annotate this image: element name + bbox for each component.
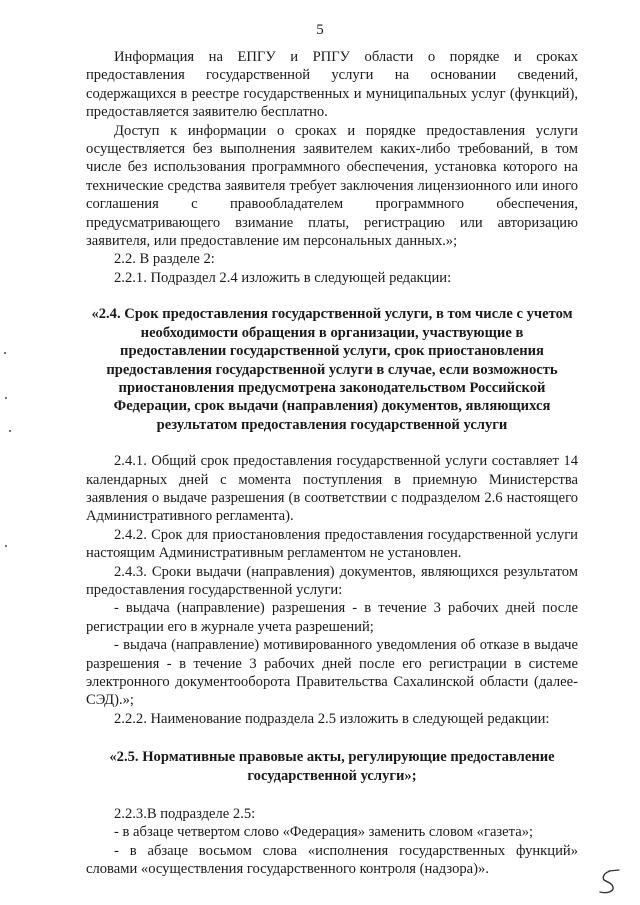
paragraph: 2.4.3. Сроки выдачи (направления) документов, являющихся результатом предоставления государственной услуги:: [86, 563, 578, 598]
paragraph: 2.4.2. Срок для приостановления предоставления государственной услуги настоящим Административным регламентом не установлен.: [86, 526, 578, 562]
document-body: [86, 48, 578, 879]
paragraph: 2.2.3.В подразделе 2.5:: [114, 806, 256, 823]
section-heading-2-4: «2.4. Срок предоставления государственной услуги, в том числе с учетом необходимости обращения в организации, участвующие в предоставлении государственной услуги, срок приостановления предоставления государственной услуги в случае, если возможность приостановления предусмотрена законодательством Российской Федерации, срок выдачи (направления) документов, являющихся результатом предоставления государственной услуги: [91, 306, 573, 433]
list-item: - в абзаце восьмом слова «исполнения государственных функций» словами «осуществления государственного контроля (надзора)».: [86, 842, 578, 878]
paragraph: 2.2.2. Наименование подраздела 2.5 изложить в следующей редакции:: [114, 710, 550, 727]
spacer: [86, 434, 578, 452]
list-item: - в абзаце четвертом слово «Федерация» заменить словом «газета»;: [114, 824, 534, 841]
spacer: [86, 287, 578, 305]
list-item: - выдача (направление) мотивированного уведомления об отказе в выдаче разрешения - в течение 3 рабочих дней после его регистрации в системе электронного документооборота Правительства Сахалинской области (далее-СЭД).»;: [86, 637, 578, 709]
paragraph: 2.2.1. Подраздел 2.4 изложить в следующей редакции:: [114, 269, 452, 286]
spacer: [86, 785, 578, 805]
spacer: [86, 728, 578, 748]
paragraph: Информация на ЕПГУ и РПГУ области о порядке и сроках предоставления государственной услуги на основании сведений, содержащихся в реестре государственных и муниципальных услуг (функций), предоставляется заявителю бесплатно.: [86, 49, 578, 121]
list-item: - выдача (направление) разрешения - в течение 3 рабочих дней после регистрации его в журнале учета разрешений;: [86, 600, 578, 635]
paragraph: 2.4.1. Общий срок предоставления государственной услуги составляет 14 календарных дней с момента поступления в приемную Министерства заявления о выдаче разрешения (в соответствии с подразделом 2.6 настоящего Административного регламента).: [86, 453, 578, 525]
page-number: 5: [316, 22, 324, 38]
paragraph: 2.2. В разделе 2:: [114, 251, 215, 268]
handwritten-mark-icon: [592, 869, 622, 895]
paragraph: Доступ к информации о сроках и порядке предоставления услуги осуществляется без выполнения заявителем каких-либо требований, в том числе без использования программного обеспечения, установка которого на технические средства заявителя требует заключения лицензионного или иного соглашения с правообладателем программного обеспечения, предусматривающего взимание платы, регистрацию или авторизацию заявителя, или предоставление им персональных данных.»;: [86, 122, 578, 250]
section-heading-2-5: «2.5. Нормативные правовые акты, регулирующие предоставление государственной услуги»;: [109, 749, 555, 784]
